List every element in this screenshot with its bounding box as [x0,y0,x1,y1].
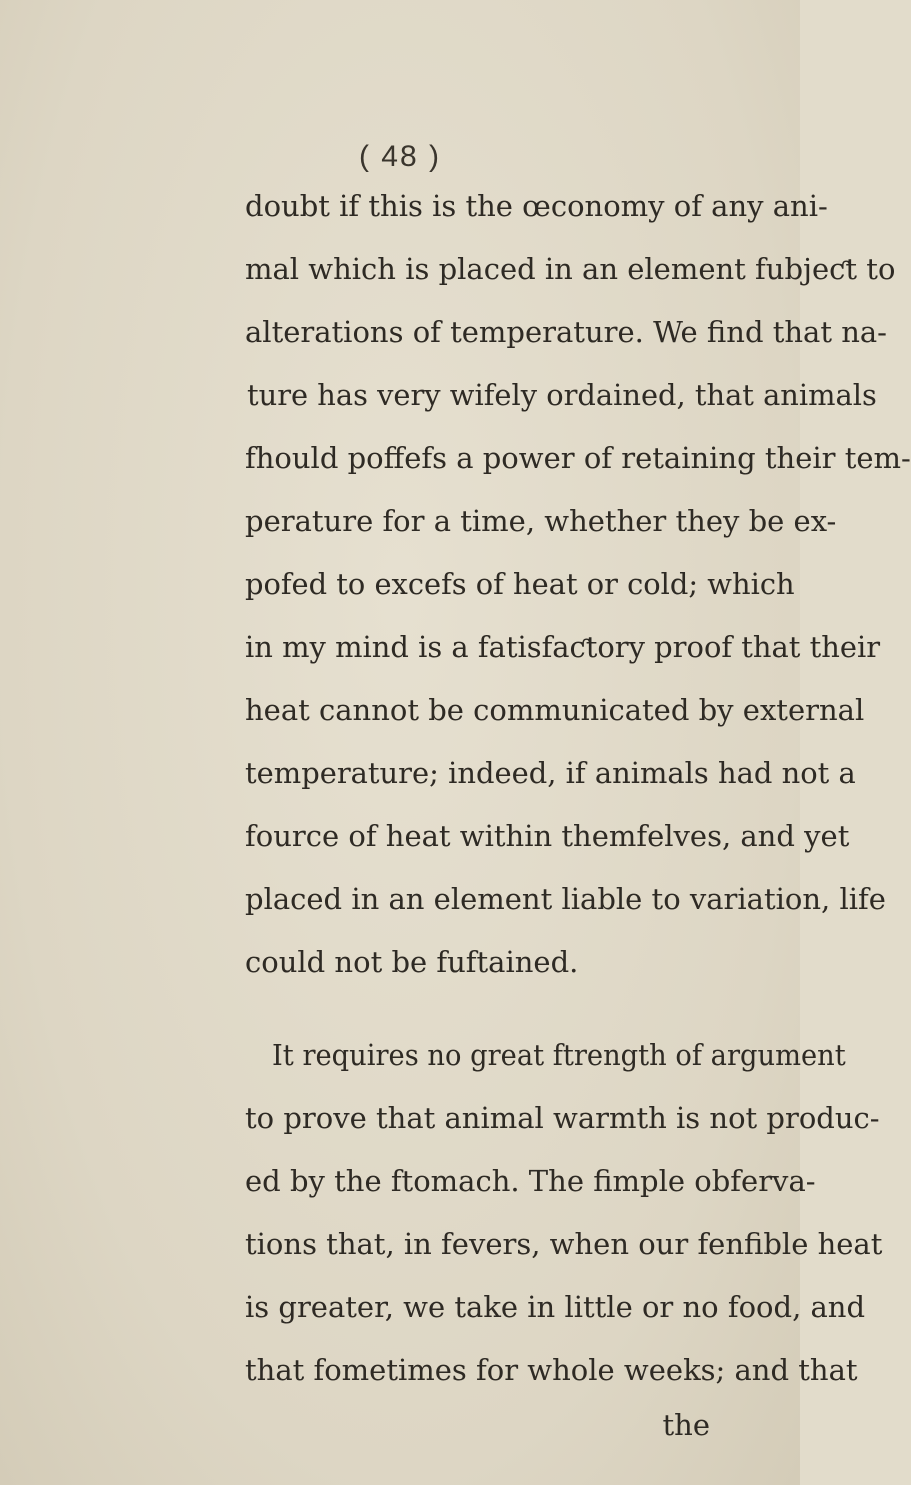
text-line: ture has very wifely ordained, that animals [247,378,877,412]
text-line: mal which is placed in an element fubjeƈt to [245,252,896,286]
text-line: It requires no great ftrength of argument [272,1038,846,1072]
text-line: tions that, in fevers, when our fenfible heat [245,1227,883,1261]
text-line: to prove that animal warmth is not produc- [245,1101,880,1135]
text-line: is greater, we take in little or no food, and [245,1290,866,1324]
text-line: fhould poffefs a power of retaining their tem- [245,441,911,475]
text-line: doubt if this is the œconomy of any ani- [245,189,828,223]
page-number: ( 48 ) [358,140,442,173]
text-line: in my mind is a fatisfaƈtory proof that their [245,630,881,664]
text-line: alterations of temperature. We find that na- [245,315,887,349]
text-line: ed by the ftomach. The fimple obferva- [245,1164,816,1198]
text-line: heat cannot be communicated by external [245,693,865,727]
text-line: temperature; indeed, if animals had not a [245,756,856,790]
text-line: could not be fuftained. [245,945,579,979]
text-line: that fometimes for whole weeks; and that [245,1353,858,1387]
catchword: the [662,1408,710,1442]
text-line: pofed to excefs of heat or cold; which [245,567,795,601]
text-line: perature for a time, whether they be ex- [245,504,837,538]
text-line: placed in an element liable to variation, life [245,882,886,916]
text-line: fource of heat within themfelves, and yet [245,819,850,853]
